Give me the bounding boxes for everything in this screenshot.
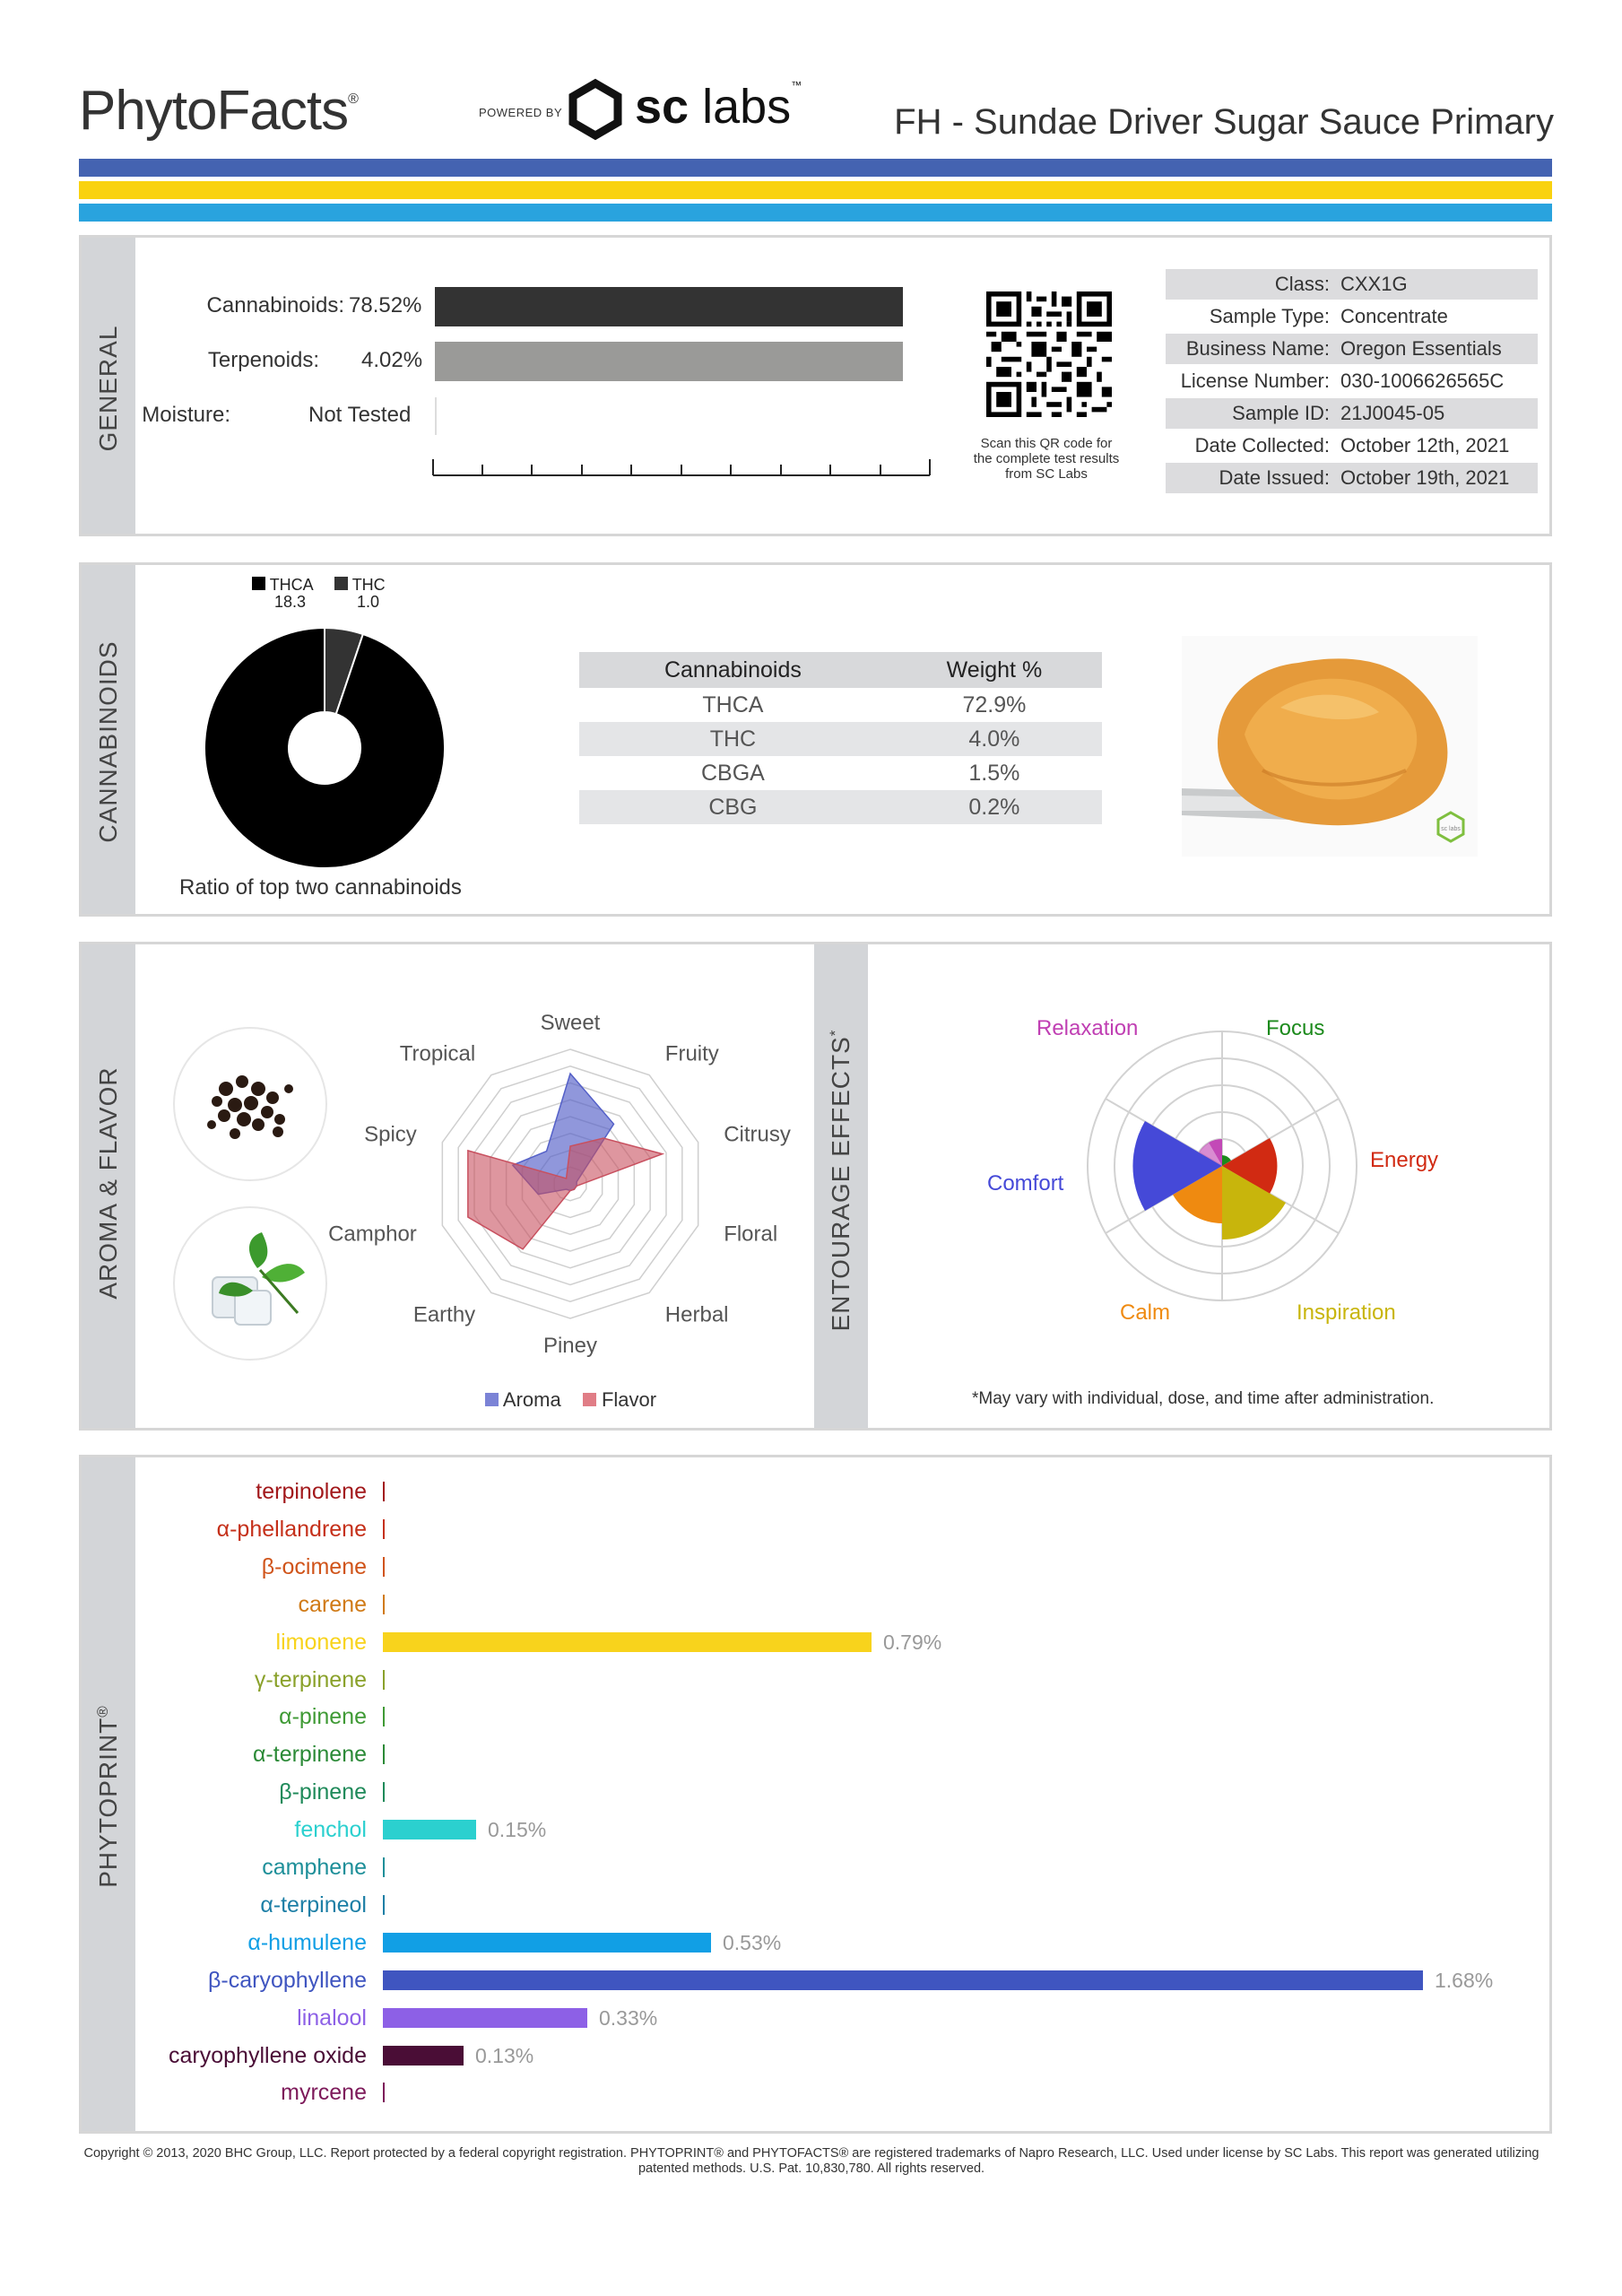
terpene-value-label: 0.13% — [475, 2043, 534, 2067]
info-value-date-collected: October 12th, 2021 — [1340, 434, 1510, 457]
terpene-value-label: 0.15% — [488, 1818, 547, 1842]
entourage-footnote: *May vary with individual, dose, and time after administration. — [972, 1389, 1435, 1408]
table-header-cannabinoids: Cannabinoids — [579, 652, 887, 688]
terpene-bar — [383, 2046, 464, 2066]
terpene-bar-empty — [383, 1744, 385, 1764]
table-cell-name: THCA — [702, 691, 764, 718]
effect-label-focus: Focus — [1266, 1016, 1325, 1040]
general-section-label: GENERAL — [94, 325, 122, 452]
terpene-label: camphene — [262, 1855, 367, 1880]
info-row-date-collected — [1166, 430, 1538, 461]
terpene-label: linalool — [297, 2005, 367, 2031]
terpene-label: caryophyllene oxide — [169, 2042, 367, 2068]
table-row — [579, 756, 1102, 790]
terpene-bar-empty — [383, 1857, 385, 1877]
legend-aroma-label: Aroma — [502, 1388, 561, 1411]
table-cell-weight: 72.9% — [962, 691, 1027, 718]
pie-legend-thca-ratio: 18.3 — [274, 593, 307, 611]
table-row — [579, 790, 1102, 824]
info-row-sample-type — [1166, 301, 1538, 332]
table-cell-weight: 0.2% — [887, 790, 1102, 824]
product-photo — [1182, 636, 1478, 857]
pie-legend-thca-name: THCA — [269, 576, 314, 594]
entourage-label-mark: * — [826, 1029, 844, 1037]
aroma-section-label: AROMA & FLAVOR — [94, 1066, 122, 1300]
phytoprint-label-text: PHYTOPRINT — [94, 1717, 123, 1888]
info-value-date-issued: October 19th, 2021 — [1340, 466, 1510, 489]
terpene-bar — [383, 1933, 711, 1952]
terpene-bar — [383, 1632, 872, 1652]
terpene-bar-empty — [383, 1707, 385, 1726]
table-cell-weight: 4.0% — [887, 722, 1102, 756]
terpene-bar — [383, 2008, 587, 2028]
terpene-value-label: 0.53% — [723, 1930, 782, 1954]
entourage-label-text: ENTOURAGE EFFECTS — [827, 1036, 855, 1332]
moisture-value: Not Tested — [308, 403, 412, 427]
terpene-bar-empty — [383, 1557, 385, 1577]
info-value-sample-id: 21J0045-05 — [1340, 402, 1445, 424]
sc-labs-logo — [635, 79, 802, 135]
sc-labs-logo-labs: labs — [702, 80, 792, 134]
terpene-label: carene — [298, 1591, 367, 1617]
info-key-class: Class: — [1274, 273, 1330, 295]
terpene-label: myrcene — [281, 2080, 367, 2106]
table-cell-name: THC — [579, 722, 887, 756]
effect-label-energy: Energy — [1370, 1148, 1439, 1172]
terpene-label: γ-terpinene — [254, 1666, 367, 1692]
terpene-value-label: 0.33% — [599, 2005, 658, 2030]
header-stripe-cyan — [79, 204, 1552, 222]
cannabinoid-ratio-donut-chart — [203, 626, 447, 870]
terpene-bar-empty — [383, 1895, 385, 1915]
pie-legend-thca-swatch — [252, 577, 265, 590]
terpene-label: β-caryophyllene — [208, 1967, 367, 1993]
logo-registered-mark: ® — [348, 91, 358, 107]
terpene-bar-empty — [383, 1482, 385, 1501]
terpene-label: α-phellandrene — [216, 1516, 367, 1542]
info-value-class: CXX1G — [1340, 273, 1408, 295]
logo-text: PhytoFacts — [79, 80, 349, 142]
pie-legend-thca — [252, 577, 314, 611]
info-key-sample-type: Sample Type: — [1209, 305, 1330, 327]
sc-labs-logo-icon — [567, 81, 624, 138]
terpene-bar-empty — [383, 1519, 385, 1539]
table-cell-weight: 1.5% — [968, 760, 1020, 786]
table-header-weight: Weight % — [887, 652, 1102, 688]
radar-axis-label-citrusy: Citrusy — [724, 1122, 791, 1147]
cannabinoids-label: Cannabinoids: — [206, 293, 344, 317]
info-row-class — [1166, 269, 1538, 300]
effect-label-relaxation: Relaxation — [1037, 1016, 1139, 1040]
moisture-label: Moisture: — [142, 403, 230, 427]
sc-labs-tm: ™ — [791, 79, 802, 91]
donut-slice-thca — [204, 628, 445, 868]
terpene-label: β-pinene — [279, 1779, 367, 1805]
terpene-label: terpinolene — [256, 1479, 367, 1504]
radar-axis-label-fruity: Fruity — [664, 1041, 719, 1066]
terpene-label: α-terpinene — [252, 1742, 367, 1768]
info-value-sample-type: Concentrate — [1340, 305, 1448, 327]
sc-labs-logo-sc: sc — [635, 80, 690, 134]
qr-code-note: Scan this QR code for the complete test results from SC Labs — [973, 436, 1120, 482]
radar-axis-label-spicy: Spicy — [364, 1122, 417, 1147]
cannabinoids-section-label: CANNABINOIDS — [94, 640, 122, 843]
info-row-date-issued — [1166, 463, 1538, 493]
terpene-label: α-humulene — [247, 1929, 367, 1955]
terpenoids-value: 4.02% — [361, 348, 423, 372]
pie-legend-thc-name: THC — [351, 576, 386, 594]
radar-legend — [485, 1388, 656, 1412]
info-value-license-number: 030-1006626565C — [1340, 370, 1505, 392]
terpene-value-label: 1.68% — [1435, 1968, 1494, 1992]
terpene-bar-empty — [383, 1670, 385, 1690]
phytofacts-logo — [79, 79, 358, 143]
terpene-bar-empty — [383, 1595, 385, 1614]
document-title: FH - Sundae Driver Sugar Sauce Primary — [894, 102, 1554, 142]
legend-flavor-swatch — [583, 1393, 596, 1406]
info-key-date-issued: Date Issued: — [1219, 466, 1330, 489]
terpene-label: α-terpineol — [260, 1892, 367, 1918]
entourage-section-label — [827, 1030, 855, 1332]
terpene-value-label: 0.79% — [883, 1630, 942, 1654]
pie-legend-thc-ratio: 1.0 — [357, 593, 380, 611]
legend-flavor-label: Flavor — [601, 1388, 657, 1411]
table-row — [579, 722, 1102, 756]
general-scale-axis — [431, 456, 933, 483]
radar-axis-label-floral: Floral — [724, 1222, 778, 1247]
table-cell-name: CBG — [579, 790, 887, 824]
black-pepper-icon — [172, 1026, 328, 1182]
table-header-row — [579, 652, 1102, 688]
info-row-business-name — [1166, 334, 1538, 364]
info-key-license-number: License Number: — [1180, 370, 1330, 392]
pie-caption: Ratio of top two cannabinoids — [179, 875, 462, 900]
pie-legend-thc-swatch — [334, 577, 348, 590]
moisture-bar-stub — [435, 397, 437, 435]
terpene-label: β-ocimene — [261, 1553, 367, 1579]
radar-axis-label-piney: Piney — [542, 1334, 598, 1358]
aroma-flavor-radar-chart — [328, 985, 803, 1361]
terpene-bar — [383, 1820, 476, 1839]
terpene-label: α-pinene — [279, 1704, 367, 1730]
terpene-label: limonene — [275, 1629, 367, 1655]
radar-axis-label-tropical: Tropical — [399, 1041, 476, 1066]
info-key-sample-id: Sample ID: — [1232, 402, 1330, 424]
terpenoids-label: Terpenoids: — [207, 348, 319, 372]
info-value-business-name: Oregon Essentials — [1340, 337, 1502, 360]
info-key-business-name: Business Name: — [1185, 337, 1330, 360]
terpene-bar-empty — [383, 1782, 385, 1802]
header-stripe-blue — [79, 159, 1552, 177]
terpene-label: fenchol — [294, 1817, 367, 1843]
ice-mint-icon — [172, 1205, 328, 1361]
table-cell-name: CBGA — [700, 760, 765, 786]
effect-label-calm: Calm — [1120, 1300, 1171, 1325]
terpene-bar — [383, 1970, 1423, 1990]
terpenoids-bar — [435, 342, 903, 381]
info-key-date-collected: Date Collected: — [1194, 434, 1330, 457]
legend-aroma-swatch — [485, 1393, 499, 1406]
powered-by-label: POWERED BY — [479, 106, 563, 119]
table-row — [579, 688, 1102, 722]
pie-legend-thc — [334, 577, 386, 611]
radar-axis-label-earthy: Earthy — [412, 1302, 476, 1327]
qr-code-icon — [986, 291, 1112, 417]
terpene-bar-empty — [383, 2083, 385, 2102]
radar-axis-label-herbal: Herbal — [664, 1302, 729, 1327]
radar-axis-label-sweet: Sweet — [540, 1011, 601, 1035]
cannabinoids-value: 78.52% — [349, 293, 422, 317]
phytoprint-section-label — [94, 1705, 123, 1887]
info-row-license-number — [1166, 366, 1538, 396]
radar-axis-label-camphor: Camphor — [328, 1222, 417, 1247]
effect-label-comfort: Comfort — [987, 1171, 1064, 1196]
phytoprint-registered-mark: ® — [93, 1705, 111, 1718]
cannabinoid-weight-table — [579, 652, 1102, 824]
info-row-sample-id — [1166, 398, 1538, 429]
header-stripe-yellow — [79, 181, 1552, 199]
copyright-notice: Copyright © 2013, 2020 BHC Group, LLC. Report protected by a federal copyright registration. PHYTOPRINT® and PHYTOFACTS® are registered trademarks of Napro Research, LLC. Used under license by SC Labs. This report was generated utilizing patented methods. U.S. Pat. 10,830,780. All rights reserved. — [83, 2146, 1540, 2176]
photo-watermark-badge: sc labs — [1441, 826, 1461, 832]
cannabinoids-bar — [435, 287, 903, 326]
effect-label-inspiration: Inspiration — [1297, 1300, 1396, 1325]
